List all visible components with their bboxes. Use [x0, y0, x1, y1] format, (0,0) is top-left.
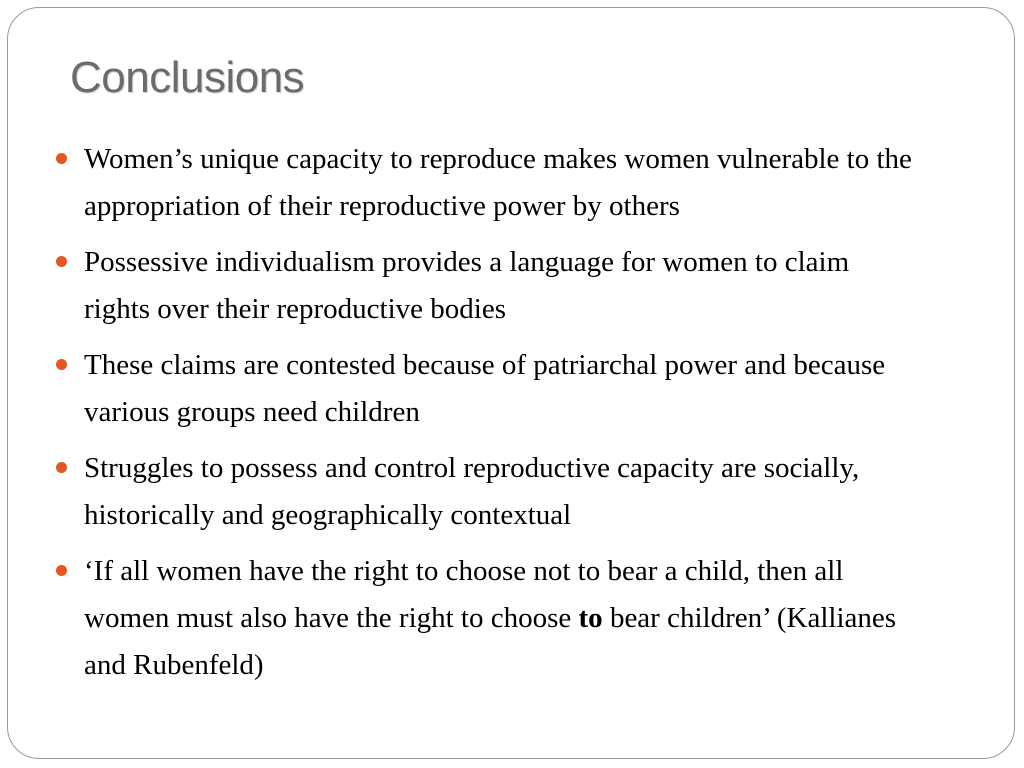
slide-title: Conclusions [70, 53, 305, 102]
bullet-item [84, 445, 914, 539]
bullet-item [84, 548, 914, 689]
bullet-item [84, 342, 914, 436]
bullet-dot-icon [56, 256, 67, 267]
quote-emphasis: to [578, 602, 603, 634]
bullet-list [84, 136, 914, 698]
bullet-dot-icon [56, 462, 67, 473]
bullet-dot-icon [56, 359, 67, 370]
bullet-dot-icon [56, 565, 67, 576]
quote-text-after: bear children’ (Kallianes and Rubenfeld) [84, 602, 897, 681]
bullet-item [84, 136, 914, 230]
bullet-text: These claims are contested because of patriarchal power and because various groups need children [84, 349, 886, 428]
bullet-dot-icon [56, 153, 67, 164]
bullet-text: Struggles to possess and control reproductive capacity are socially, historically and geographically contextual [84, 452, 860, 531]
bullet-text: Women’s unique capacity to reproduce makes women vulnerable to the appropriation of their reproductive power by others [84, 143, 912, 222]
bullet-item [84, 239, 914, 333]
bullet-text: Possessive individualism provides a language for women to claim rights over their reproductive bodies [84, 246, 850, 325]
quote-text-before: ‘If all women have the right to choose not to bear a child, then all women must also have the right to choose [84, 555, 844, 634]
